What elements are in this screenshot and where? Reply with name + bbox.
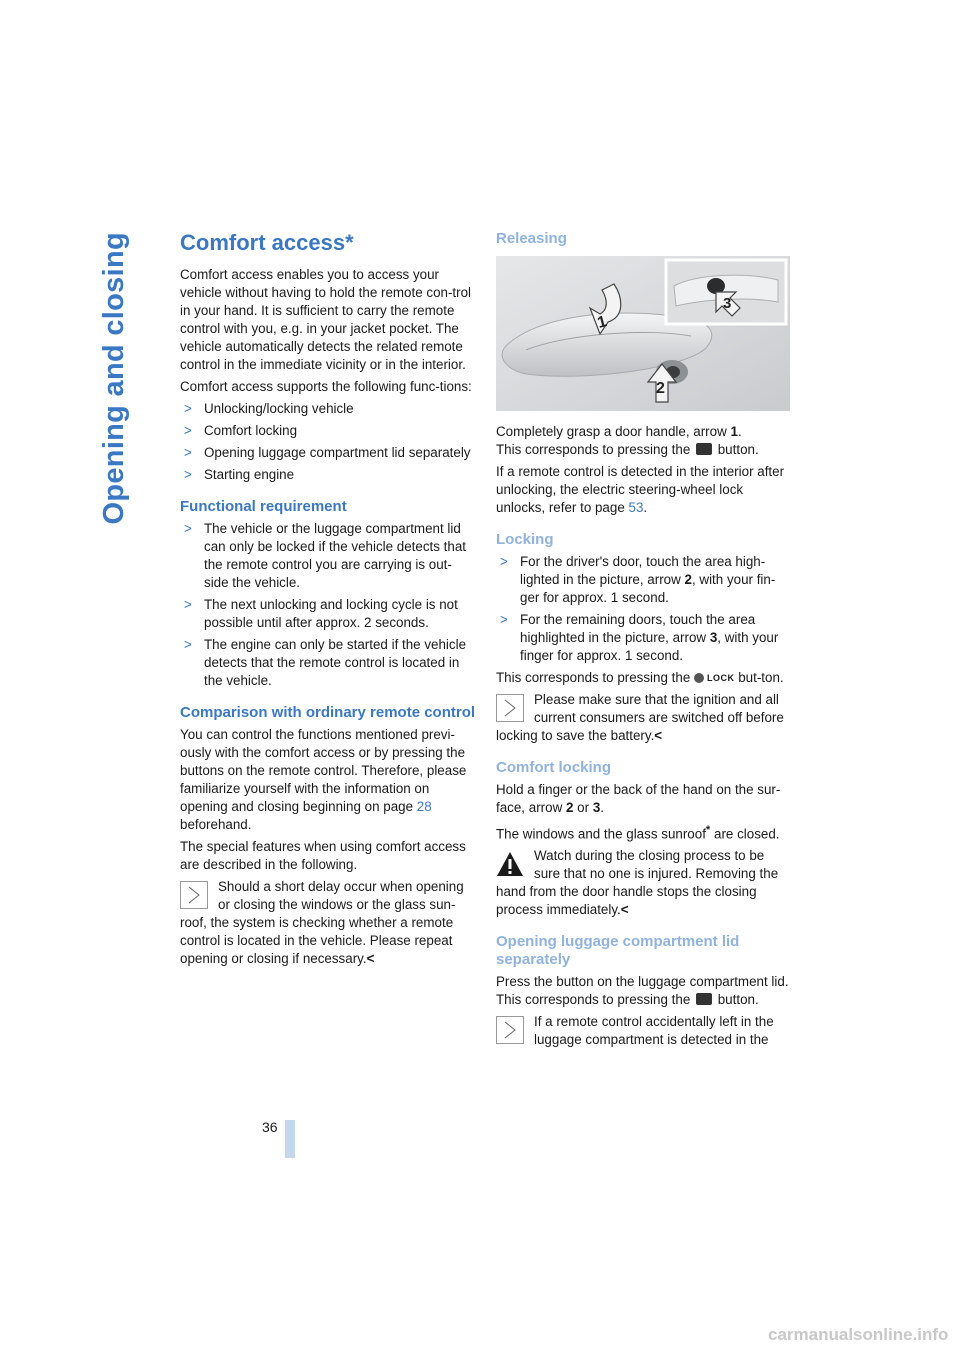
page-link-28[interactable]: 28 bbox=[416, 799, 432, 814]
chapter-sidebar-title: Opening and closing bbox=[98, 232, 130, 525]
optional-equipment-star-icon: * bbox=[705, 824, 711, 836]
bullet-icon: > bbox=[184, 521, 192, 536]
right-column bbox=[496, 228, 790, 1053]
release-paragraph: Completely grasp a door handle, arrow 1. This corresponds to pressing the button. bbox=[496, 424, 759, 457]
list-item-text: Opening luggage compartment lid separately bbox=[204, 445, 471, 460]
note-arrow-icon bbox=[180, 881, 208, 909]
door-handle-figure bbox=[496, 256, 790, 411]
list-item bbox=[496, 553, 790, 607]
comparison-text-end: beforehand. bbox=[180, 817, 252, 832]
bullet-icon: > bbox=[184, 423, 192, 438]
intro-paragraph: Comfort access enables you to access your vehicle without having to hold the remote con-trol in your hand. It is sufficient to carry the remote control with you, e.g. in your jacket pocket. The vehicle automatically detects the related remote control in the immediate vicinity or in the interior. bbox=[180, 267, 472, 372]
warning-box bbox=[496, 847, 790, 919]
list-item-text: , with your fin-ger for approx. 1 second. bbox=[520, 572, 776, 605]
functions-list bbox=[180, 400, 476, 484]
list-item-text: The vehicle or the luggage compartment lid can only be locked if the vehicle detects that the remote control you are carrying is out-side the vehicle. bbox=[204, 521, 467, 590]
watermark: carmanualsonline.info bbox=[768, 1325, 949, 1344]
arrow-number: 3 bbox=[709, 630, 718, 645]
steering-lock-text: If a remote control is detected in the interior after unlocking, the electric steering-wheel lock unlocks, refer to page bbox=[496, 464, 785, 515]
page-number: 36 bbox=[262, 1119, 278, 1135]
comfort-text: or bbox=[577, 800, 590, 815]
bullet-icon: > bbox=[184, 401, 192, 416]
requirements-list bbox=[180, 520, 476, 690]
comparison-paragraph bbox=[180, 726, 476, 834]
steering-lock-paragraph: If a remote control is detected in the interior after unlocking, the electric steering-wheel lock unlocks, refer to page 53. bbox=[496, 464, 785, 515]
luggage-text: Press the button on the luggage compartment lid. This corresponds to pressing the bbox=[496, 974, 789, 1008]
end-mark-icon: < bbox=[654, 728, 663, 743]
list-item-text: Unlocking/locking vehicle bbox=[204, 401, 354, 416]
functional-requirement-heading: Functional requirement bbox=[180, 498, 347, 515]
section-title: Comfort access* bbox=[180, 230, 354, 255]
release-text: button. bbox=[717, 442, 759, 457]
lock-button-icon bbox=[694, 673, 704, 683]
list-item-text: Comfort locking bbox=[204, 423, 298, 438]
warning-triangle-icon bbox=[496, 850, 524, 878]
special-features-paragraph: The special features when using comfort access are described in the following. bbox=[180, 839, 466, 872]
arrow-number: 2 bbox=[565, 800, 574, 815]
list-item-text: For the driver's door, touch the area high-lighted in the picture, arrow bbox=[520, 554, 766, 587]
comfort-locking-heading: Comfort locking bbox=[496, 759, 611, 776]
list-item-text: The engine can only be started if the vehicle detects that the remote control is located in the vehicle. bbox=[204, 637, 467, 688]
release-text: This corresponds to pressing the bbox=[496, 442, 691, 457]
trunk-button-icon bbox=[696, 993, 712, 1005]
left-column bbox=[180, 228, 476, 972]
list-item bbox=[180, 596, 476, 632]
note-arrow-icon bbox=[496, 1016, 524, 1044]
page-link-53[interactable]: 53 bbox=[628, 500, 644, 515]
comparison-heading: Comparison with ordinary remote control bbox=[180, 704, 476, 721]
note-text: If a remote control accidentally left in the luggage compartment is detected in the bbox=[534, 1014, 774, 1048]
lock-text: This corresponds to pressing the bbox=[496, 670, 691, 685]
note-text: Please make sure that the ignition and all current consumers are switched off before locking to save the battery. bbox=[496, 692, 784, 743]
windows-paragraph bbox=[496, 821, 790, 843]
note-arrow-icon bbox=[496, 694, 524, 722]
luggage-heading: Opening luggage compartment lid separately bbox=[496, 933, 740, 969]
note-box bbox=[496, 691, 790, 745]
bullet-icon: > bbox=[184, 445, 192, 460]
list-item bbox=[496, 611, 790, 665]
comparison-text: You can control the functions mentioned previ-ously with the comfort access or by pressing the buttons on the remote control. Therefore, please familiarize yourself with the information on opening and closing beginning on page bbox=[180, 727, 467, 814]
end-mark-icon: < bbox=[366, 951, 375, 966]
comfort-locking-paragraph: Hold a finger or the back of the hand on the sur-face, arrow 2 or 3. bbox=[496, 782, 781, 815]
windows-text: are closed. bbox=[714, 826, 780, 842]
release-text: Completely grasp a door handle, arrow bbox=[496, 424, 727, 439]
list-item-text: For the remaining doors, touch the area highlighted in the picture, arrow bbox=[520, 612, 756, 645]
page-number-bar bbox=[285, 1120, 295, 1158]
bullet-icon: > bbox=[184, 467, 192, 482]
bullet-icon: > bbox=[184, 597, 192, 612]
locking-list bbox=[496, 553, 790, 665]
warning-text: Watch during the closing process to be sure that no one is injured. Removing the hand from the door handle stops the closing process immediately. bbox=[496, 848, 779, 918]
supports-paragraph: Comfort access supports the following func-tions: bbox=[180, 379, 472, 394]
bullet-icon: > bbox=[500, 554, 508, 569]
note-text: Should a short delay occur when opening or closing the windows or the glass sun-roof, the system is checking whether a remote control is located in the vehicle. Please repeat opening or closing if necessary. bbox=[180, 879, 464, 966]
arrow-number: 3 bbox=[592, 800, 601, 815]
lock-button-paragraph bbox=[496, 669, 790, 687]
note-box bbox=[496, 1013, 790, 1049]
windows-text: The windows and the glass sunroof bbox=[496, 826, 706, 842]
bullet-icon: > bbox=[184, 637, 192, 652]
arrow-number: 1 bbox=[730, 424, 738, 439]
list-item bbox=[180, 636, 476, 690]
releasing-heading: Releasing bbox=[496, 230, 567, 247]
svg-text:2: 2 bbox=[656, 380, 665, 397]
lock-text: but-ton. bbox=[738, 670, 784, 685]
list-item bbox=[180, 422, 476, 440]
lock-button-label: LOCK bbox=[707, 673, 735, 683]
list-item-text: The next unlocking and locking cycle is not possible until after approx. 2 seconds. bbox=[204, 597, 458, 630]
list-item bbox=[180, 466, 476, 484]
locking-heading: Locking bbox=[496, 531, 554, 548]
svg-text:1: 1 bbox=[595, 313, 609, 332]
end-mark-icon: < bbox=[620, 902, 629, 918]
luggage-paragraph bbox=[496, 973, 790, 1009]
luggage-text: button. bbox=[717, 992, 759, 1008]
arrow-number: 2 bbox=[684, 572, 692, 587]
bullet-icon: > bbox=[500, 612, 508, 627]
list-item bbox=[180, 444, 476, 462]
list-item bbox=[180, 400, 476, 418]
svg-text:3: 3 bbox=[723, 295, 732, 312]
comfort-text: Hold a finger or the back of the hand on the sur-face, arrow bbox=[496, 782, 781, 815]
list-item bbox=[180, 520, 476, 592]
note-box bbox=[180, 878, 476, 968]
list-item-text: Starting engine bbox=[204, 467, 295, 482]
unlock-button-icon bbox=[696, 443, 712, 455]
list-item-text: , with your finger for approx. 1 second. bbox=[520, 630, 779, 663]
